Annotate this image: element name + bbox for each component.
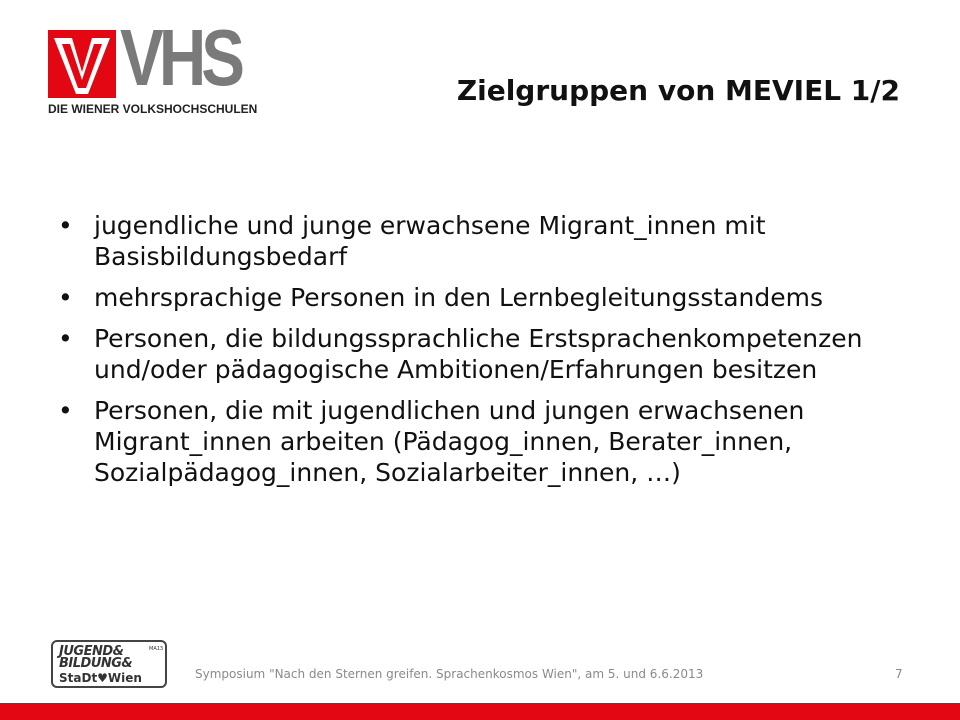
bullet-dot-icon: • (58, 396, 73, 425)
bullet-dot-icon: • (58, 283, 73, 312)
bullet-text: mehrsprachige Personen in den Lernbegleitungsstandems (94, 283, 823, 312)
bullet-text: Personen, die bildungssprachliche Erstsprachenkompetenzen und/oder pädagogische Ambitionen/Erfahrungen besitzen (94, 324, 863, 384)
ma13-logo-text: MA13 (149, 646, 164, 652)
bullet-dot-icon: • (58, 324, 73, 353)
jugend-bildung-logo (51, 640, 167, 688)
bottom-red-bar (0, 703, 960, 720)
slide-title: Zielgruppen von MEVIEL 1/2 (456, 74, 900, 107)
footer-text: Symposium "Nach den Sternen greifen. Sprachenkosmos Wien", am 5. und 6.6.2013 (195, 667, 704, 681)
bullet-item (56, 210, 906, 272)
bullet-text: Personen, die mit jugendlichen und jungen erwachsenen Migrant_innen arbeiten (Pädagog_innen, Berater_innen, Sozialpädagog_innen, Sozialarbeiter_innen, …) (94, 396, 805, 487)
vhs-v-mark-icon (48, 30, 116, 98)
bullet-text: jugendliche und junge erwachsene Migrant_innen mit Basisbildungsbedarf (94, 211, 766, 271)
bullet-item (56, 395, 906, 488)
bildung-logo-text: BILDUNG& (59, 656, 133, 671)
bullet-dot-icon: • (58, 211, 73, 240)
vhs-tagline: DIE WIENER VOLKSHOCHSCHULEN (48, 102, 258, 116)
bullet-item (56, 282, 906, 313)
vhs-logo (48, 13, 258, 122)
vhs-letters: VHS (120, 13, 241, 102)
stadt-wien-logo-text: StaDt♥Wien (59, 671, 142, 685)
bullet-item (56, 323, 906, 385)
bullet-list (56, 210, 906, 498)
page-number: 7 (895, 667, 903, 681)
jugend-logo-text: JUGEND& (59, 644, 124, 659)
